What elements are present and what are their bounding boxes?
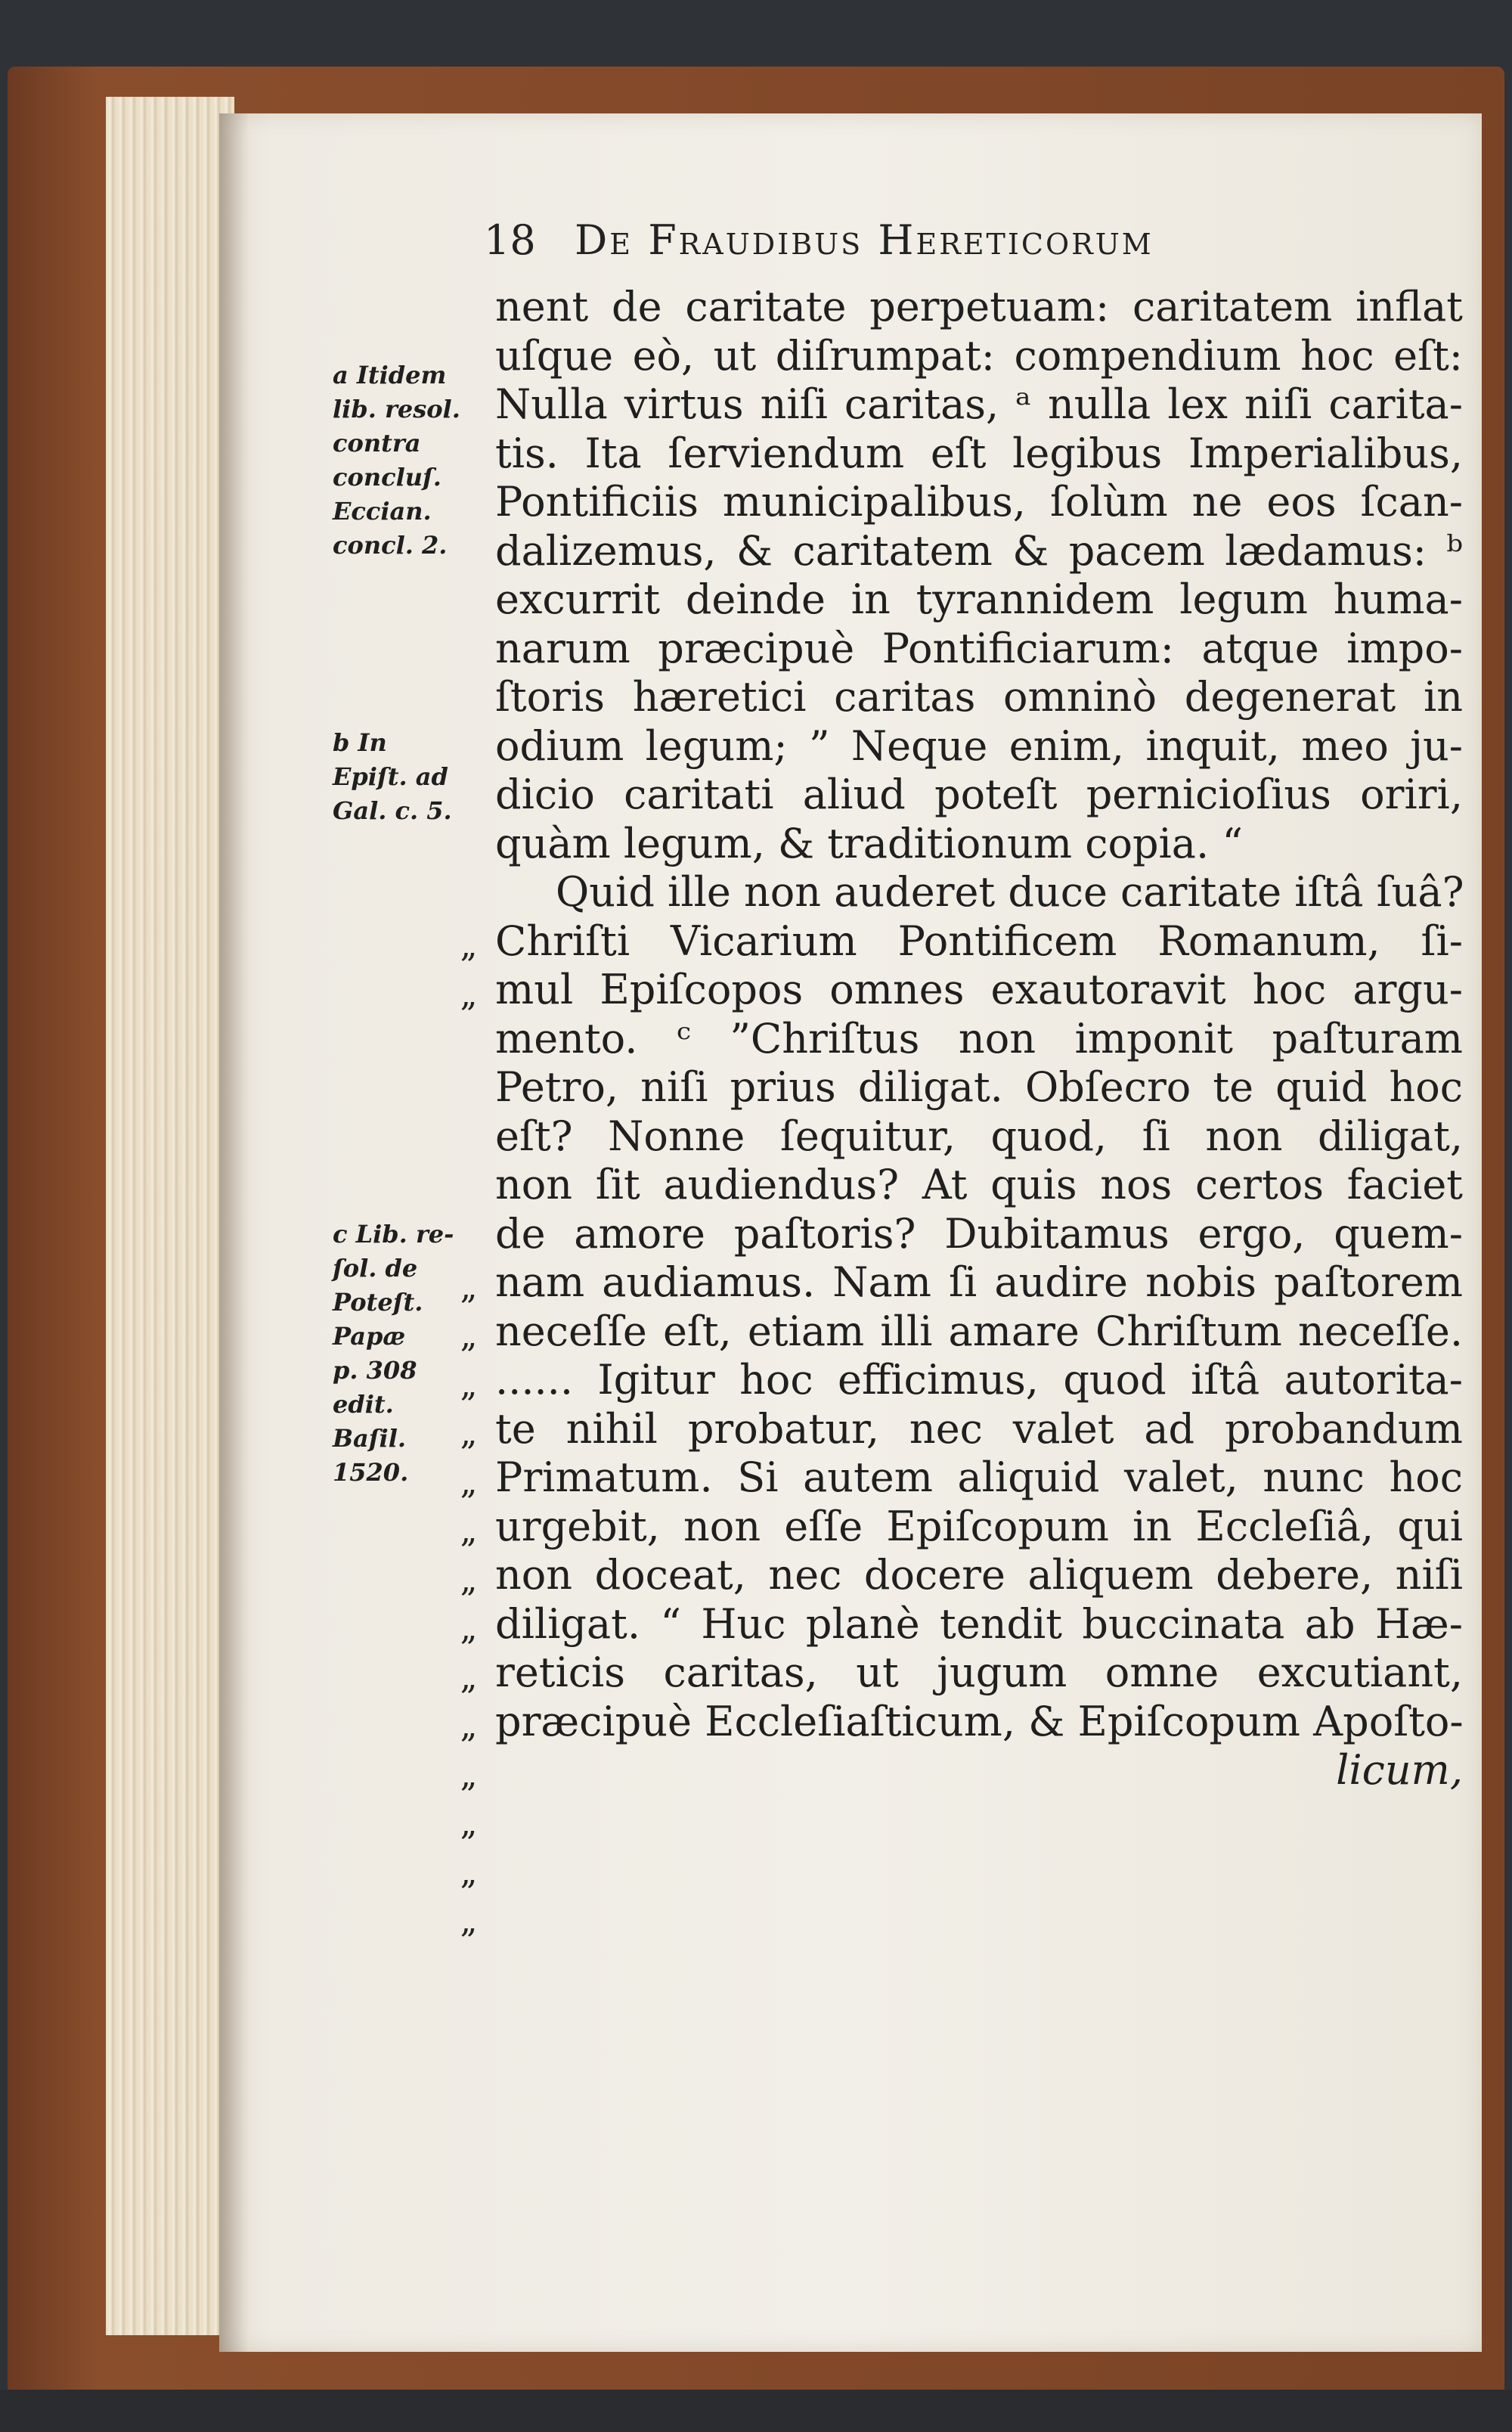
quote-mark: „: [460, 1268, 478, 1307]
text-line: ...... Igitur hoc efficimus, quod iſtâ autorita-: [495, 1356, 1463, 1404]
quote-mark: „: [460, 1902, 478, 1940]
text-line: urgebit, non eſſe Epiſcopum in Eccleſiâ, qui: [495, 1502, 1463, 1550]
quote-mark: „: [460, 1756, 478, 1795]
marginal-line: Papæ: [333, 1322, 406, 1351]
marginal-note-b: [333, 726, 499, 828]
background-surface: [0, 2390, 1512, 2432]
text-line: non ſit audiendus? At quis nos certos faciet: [495, 1161, 1463, 1208]
text-line: narum præcipuè Pontificiarum: atque impo-: [495, 624, 1463, 672]
text-line: tis. Ita ſerviendum eſt legibus Imperialibus,: [495, 429, 1463, 477]
page-header: [484, 216, 1414, 277]
marginal-line: a Itidem: [333, 361, 447, 389]
marginal-line: Gal. c. 5.: [333, 796, 452, 825]
marginal-line: Epiſt. ad: [333, 762, 448, 791]
marginal-line: contra: [333, 429, 421, 458]
marginal-line: p. 308: [333, 1356, 417, 1385]
quote-mark: „: [460, 1707, 478, 1745]
text-line: nent de caritate perpetuam: caritatem inflat: [495, 283, 1463, 330]
text-line: mul Epiſcopos omnes exautoravit hoc argu-: [495, 966, 1463, 1013]
marginal-line: Eccian.: [333, 497, 432, 526]
marginal-line: c Lib. re-: [333, 1220, 454, 1249]
text-line: excurrit deinde in tyrannidem legum huma-: [495, 575, 1463, 623]
text-line: præcipuè Eccleſiaſticum, & Epiſcopum Apoſto-: [495, 1697, 1464, 1745]
quote-mark: „: [460, 1853, 478, 1892]
text-line: Quid ille non auderet duce caritate iſtâ ſuâ?: [556, 868, 1464, 916]
text-line: odium legum; ” Neque enim, inquit, meo ju-: [495, 721, 1463, 770]
marginal-line: lib. resol.: [333, 395, 460, 423]
text-line: Pontificiis municipalibus, ſolùm ne eos ſcan-: [495, 478, 1463, 526]
text-line: mento. ᶜ ”Chriſtus non imponit paſturam: [495, 1014, 1463, 1062]
text-line: Nulla virtus niſi caritas, ᵃ nulla lex niſi carita-: [495, 380, 1463, 428]
text-line: quàm legum, & traditionum copia. “: [495, 819, 1243, 867]
text-line: Primatum. Si autem aliquid valet, nunc hoc: [495, 1453, 1463, 1501]
text-line: Chriſti Vicarium Pontificem Romanum, ſi-: [495, 917, 1463, 965]
text-line: neceſſe eſt, etiam illi amare Chriſtum neceſſe.: [495, 1307, 1463, 1355]
body-text: [495, 283, 1463, 1795]
quote-mark: „: [460, 1609, 478, 1648]
page-stack-edges: [106, 97, 234, 2335]
marginal-line: concl. 2.: [333, 531, 448, 560]
page-number: 18: [484, 216, 536, 264]
quote-mark: „: [460, 976, 478, 1014]
text-line: ſtoris hæretici caritas omninò degenerat in: [495, 673, 1463, 721]
marginal-line: ſol. de: [333, 1254, 418, 1283]
quote-mark: „: [460, 1561, 478, 1599]
marginal-line: Baſil.: [333, 1424, 406, 1453]
quote-mark: „: [460, 926, 478, 965]
marginal-line: Poteſt.: [333, 1288, 423, 1317]
marginal-line: edit.: [333, 1390, 394, 1419]
text-line: uſque eò, ut diſrumpat: compendium hoc eſt:: [495, 331, 1463, 380]
text-line: de amore paſtoris? Dubitamus ergo, quem-: [495, 1209, 1463, 1258]
text-line: Petro, niſi prius diligat. Obſecro te quid hoc: [495, 1063, 1463, 1111]
quote-mark: „: [460, 1317, 478, 1355]
spine-shadow: [219, 113, 249, 2352]
quote-mark: „: [460, 1658, 478, 1697]
running-head: De Fraudibus Hereticorum: [575, 216, 1154, 264]
text-line: eſt? Nonne ſequitur, quod, ſi non diligat,: [495, 1112, 1463, 1160]
marginal-line: 1520.: [333, 1458, 409, 1487]
quote-mark: „: [460, 1804, 478, 1843]
marginal-line: b In: [333, 728, 387, 757]
text-line: dalizemus, & caritatem & pacem lædamus: ᵇ: [495, 526, 1463, 575]
text-line: te nihil probatur, nec valet ad probandum: [495, 1404, 1463, 1453]
text-line: diligat. “ Huc planè tendit buccinata ab Hæ-: [495, 1599, 1463, 1648]
text-line: non doceat, nec docere aliquem debere, niſi: [495, 1551, 1463, 1599]
quote-mark: „: [460, 1366, 478, 1404]
text-line: reticis caritas, ut jugum omne excutiant,: [495, 1649, 1463, 1696]
text-line: dicio caritati aliud poteſt pernicioſius oriri,: [495, 771, 1463, 818]
catchword: licum,: [1336, 1746, 1463, 1794]
quote-mark: „: [460, 1512, 478, 1550]
marginal-line: concluſ.: [333, 463, 442, 492]
text-line: nam audiamus. Nam ſi audire nobis paſtorem: [495, 1258, 1463, 1306]
quote-mark: „: [460, 1414, 478, 1453]
marginal-note-a: [333, 358, 499, 563]
quote-mark: „: [460, 1463, 478, 1502]
